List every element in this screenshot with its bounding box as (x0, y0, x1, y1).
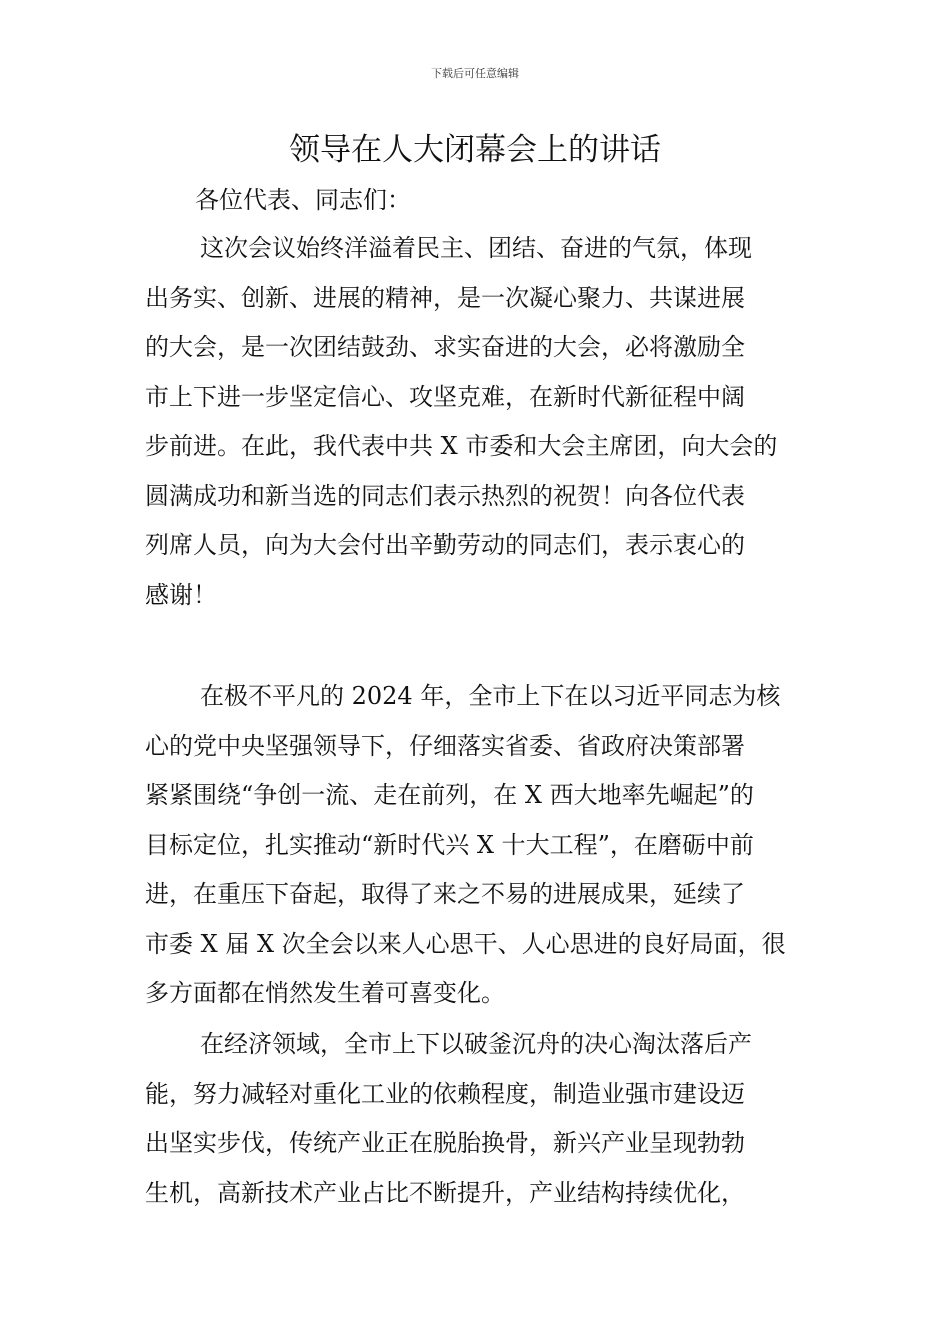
paragraph-line: 紧紧围绕“争创一流、走在前列，在 X 西大地率先崛起”的 (145, 781, 754, 809)
paragraph-line: 能，努力减轻对重化工业的依赖程度，制造业强市建设迈 (145, 1079, 745, 1108)
paragraph-line: 列席人员，向为大会付出辛勤劳动的同志们，表示衷心的 (145, 531, 745, 559)
paragraph-line: 进，在重压下奋起，取得了来之不易的进展成果，延续了 (145, 880, 745, 908)
paragraph-1 (145, 224, 815, 620)
paragraph-line: 步前进。在此，我代表中共 X 市委和大会主席团，向大会的 (145, 432, 778, 460)
salutation: 各位代表、同志们： (195, 186, 411, 214)
paragraph-line: 目标定位，扎实推动“新时代兴 X 十大工程”，在磨砺中前 (145, 830, 754, 859)
paragraph-line: 生机，高新技术产业占比不断提升，产业结构持续优化， (145, 1178, 745, 1207)
paragraph-line: 感谢！ (145, 580, 217, 609)
paragraph-line: 在极不平凡的 2024 年，全市上下在以习近平同志为核 (200, 682, 781, 710)
paragraph-line: 这次会议始终洋溢着民主、团结、奋进的气氛，体现 (200, 234, 752, 262)
paragraph-line: 的大会，是一次团结鼓劲、求实奋进的大会，必将激励全 (145, 333, 745, 361)
header-note: 下载后可任意编辑 (431, 67, 519, 80)
paragraph-line: 市上下进一步坚定信心、攻坚克难，在新时代新征程中阔 (145, 382, 745, 411)
paragraph-line: 出务实、创新、进展的精神，是一次凝心聚力、共谋进展 (145, 283, 745, 312)
paragraph-line: 市委 X 届 X 次全会以来人心思干、人心思进的良好局面，很 (145, 929, 786, 958)
paragraph-line: 圆满成功和新当选的同志们表示热烈的祝贺！向各位代表 (145, 481, 745, 510)
page-title: 领导在人大闭幕会上的讲话 (289, 132, 661, 168)
paragraph-line: 多方面都在悄然发生着可喜变化。 (145, 979, 505, 1007)
paragraph-2 (145, 672, 815, 1019)
paragraph-3 (145, 1020, 815, 1218)
paragraph-line: 出坚实步伐，传统产业正在脱胎换骨，新兴产业呈现勃勃 (145, 1129, 745, 1157)
paragraph-line: 在经济领域，全市上下以破釜沉舟的决心淘汰落后产 (200, 1030, 752, 1058)
paragraph-line: 心的党中央坚强领导下，仔细落实省委、省政府决策部署 (145, 731, 745, 760)
